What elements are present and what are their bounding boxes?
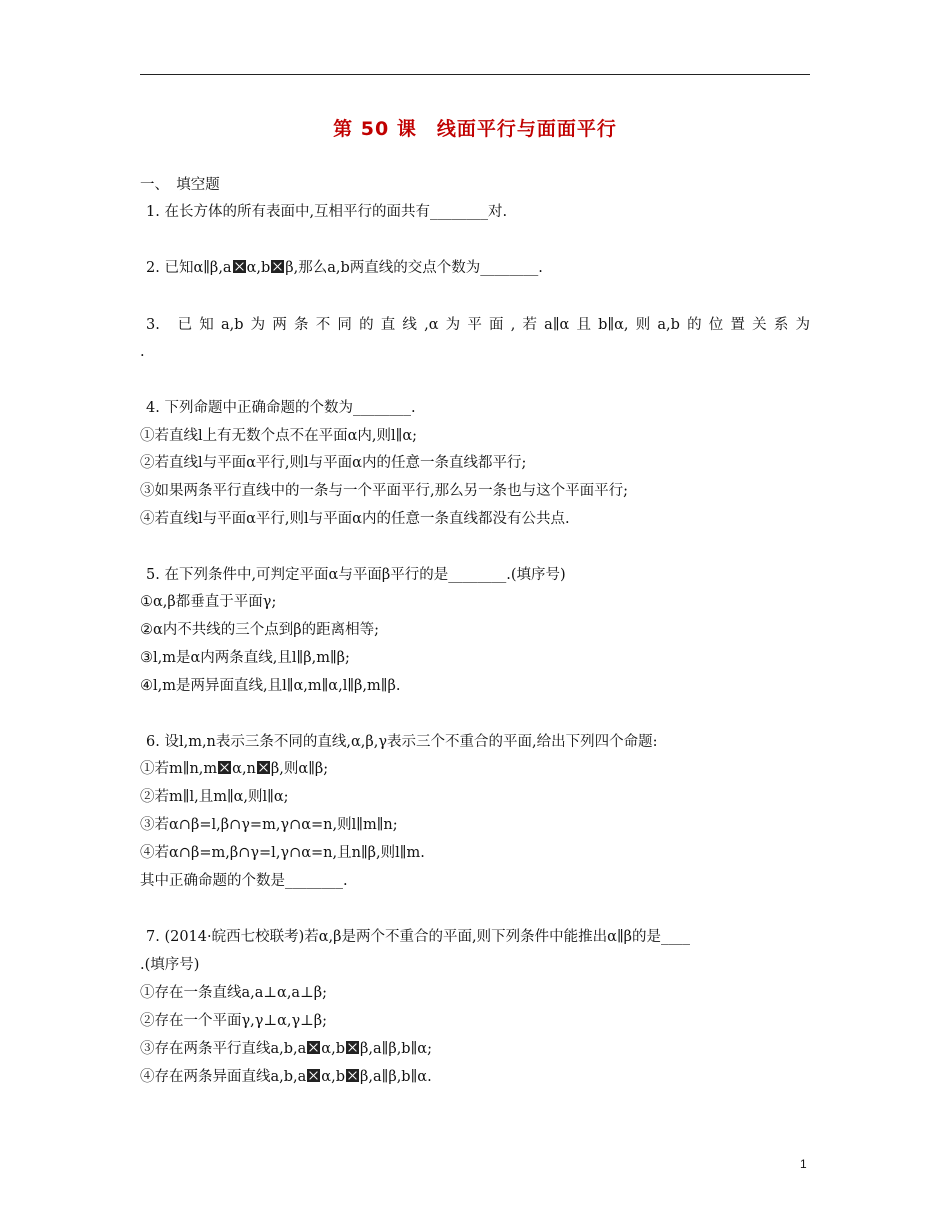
question-2-part-a: 2. 已知α∥β,a xyxy=(146,260,232,276)
question-4-option-3: ③如果两条平行直线中的一条与一个平面平行,那么另一条也与这个平面平行; xyxy=(140,483,628,499)
subset-symbol-icon xyxy=(307,1041,320,1054)
question-7-stem-line-2: .(填序号) xyxy=(140,957,200,973)
question-6-tail: 其中正确命题的个数是________. xyxy=(140,873,348,889)
page-title: 第 50 课 线面平行与面面平行 xyxy=(333,118,617,140)
subset-symbol-icon xyxy=(346,1041,359,1054)
subset-symbol-icon xyxy=(271,260,284,273)
question-7-option-4-part-c: β,a∥β,b∥α. xyxy=(359,1069,432,1085)
subset-symbol-icon xyxy=(257,761,270,774)
question-7-option-3-part-c: β,a∥β,b∥α; xyxy=(359,1041,432,1057)
question-2-part-b: α,b xyxy=(246,260,271,276)
question-4-option-4: ④若直线l与平面α平行,则l与平面α内的任意一条直线都没有公共点. xyxy=(140,511,570,527)
subset-symbol-icon xyxy=(346,1069,359,1082)
question-1: 1. 在长方体的所有表面中,互相平行的面共有________对. xyxy=(146,204,508,220)
question-6-option-1 xyxy=(140,759,328,779)
header-rule xyxy=(140,74,810,75)
section-heading: 一、 填空题 xyxy=(140,177,220,193)
question-7-option-1: ①存在一条直线a,a⊥α,a⊥β; xyxy=(140,985,327,1001)
question-4-option-2: ②若直线l与平面α平行,则l与平面α内的任意一条直线都平行; xyxy=(140,455,527,471)
question-6-option-1-part-b: α,n xyxy=(232,761,256,777)
question-7-option-2: ②存在一个平面γ,γ⊥α,γ⊥β; xyxy=(140,1013,328,1029)
question-7-stem-line-1: 7. (2014·皖西七校联考)若α,β是两个不重合的平面,则下列条件中能推出α∥β的是____ xyxy=(146,929,691,945)
page-number: 1 xyxy=(800,1157,807,1171)
question-4-stem: 4. 下列命题中正确命题的个数为________. xyxy=(146,400,416,416)
question-2-part-c: β,那么a,b两直线的交点个数为________. xyxy=(285,260,543,276)
question-6-stem: 6. 设l,m,n表示三条不同的直线,α,β,γ表示三个不重合的平面,给出下列四个命题: xyxy=(146,734,658,750)
question-6-option-1-part-a: ①若m∥n,m xyxy=(140,761,218,777)
question-6-option-1-part-c: β,则α∥β; xyxy=(270,761,329,777)
question-6-option-3: ③若α∩β=l,β∩γ=m,γ∩α=n,则l∥m∥n; xyxy=(140,817,398,833)
question-6-option-2: ②若m∥l,且m∥α,则l∥α; xyxy=(140,789,289,805)
question-7-option-3-part-a: ③存在两条平行直线a,b,a xyxy=(140,1041,307,1057)
question-7-option-3 xyxy=(140,1039,432,1059)
question-7-option-4-part-b: α,b xyxy=(321,1069,345,1085)
question-5-option-4: ④l,m是两异面直线,且l∥α,m∥α,l∥β,m∥β. xyxy=(140,678,401,694)
question-4-option-1: ①若直线l上有无数个点不在平面α内,则l∥α; xyxy=(140,428,418,444)
question-3-line-1: 3. 已知a,b为两条不同的直线,α为平面,若a∥α且b∥α,则a,b的位置关系为 xyxy=(146,317,810,333)
subset-symbol-icon xyxy=(307,1069,320,1082)
subset-symbol-icon xyxy=(233,260,246,273)
subset-symbol-icon xyxy=(218,761,231,774)
question-7-option-4 xyxy=(140,1067,432,1087)
question-3-line-2: . xyxy=(140,344,145,360)
question-6-option-4: ④若α∩β=m,β∩γ=l,γ∩α=n,且n∥β,则l∥m. xyxy=(140,845,425,861)
question-7-option-4-part-a: ④存在两条异面直线a,b,a xyxy=(140,1069,307,1085)
question-5-option-3: ③l,m是α内两条直线,且l∥β,m∥β; xyxy=(140,650,350,666)
question-5-stem: 5. 在下列条件中,可判定平面α与平面β平行的是________.(填序号) xyxy=(146,567,566,583)
question-5-option-2: ②α内不共线的三个点到β的距离相等; xyxy=(140,622,380,638)
question-5-option-1: ①α,β都垂直于平面γ; xyxy=(140,594,277,610)
question-7-option-3-part-b: α,b xyxy=(321,1041,345,1057)
question-2 xyxy=(146,258,543,278)
